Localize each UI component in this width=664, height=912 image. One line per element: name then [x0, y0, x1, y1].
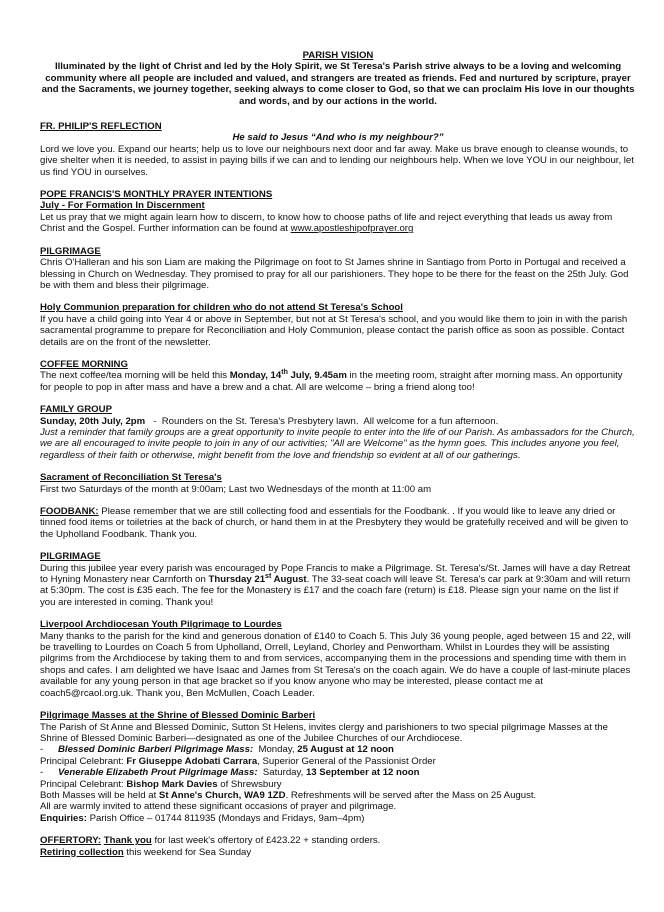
reconciliation-body: First two Saturdays of the month at 9:00am; Last two Wednesdays of the month at 11:00 am	[40, 483, 432, 495]
pilgrimage2-body	[40, 563, 636, 609]
family-event	[40, 416, 636, 427]
reflection-body: Lord we love you. Expand our hearts; help us to love our neighbours next door and far away. Make us brave enough to cleanse wounds, to give shelter when it is needed, to assist in paying bills if we can and to lending our neighbours help. When we love YOU in our neighbour, let us find YOU in ourselves.	[40, 143, 634, 178]
coffee-date	[230, 370, 347, 381]
coffee-post: in the meeting room, straight after morning mass. An opportunity for people to pop in after mass and have a brew and a chat. All are welcome – bring a friend along too!	[40, 370, 623, 393]
venue-name: St Anne's Church, WA9 1ZD	[158, 789, 286, 801]
coffee-date-text: Monday, 14	[229, 370, 282, 382]
coffee-heading: COFFEE MORNING	[40, 358, 128, 370]
parish-vision	[40, 50, 636, 107]
mass1-line	[40, 744, 636, 755]
mass2-celebrant	[40, 779, 636, 790]
pilgrimage-heading: PILGRIMAGE	[40, 245, 101, 257]
mass1-cel-label: Principal Celebrant:	[40, 755, 127, 767]
mass1-cel-post: , Superior General of the Passionist Order	[257, 755, 436, 767]
family-heading: FAMILY GROUP	[40, 404, 112, 416]
reconciliation-section	[40, 472, 636, 495]
communion-section	[40, 302, 636, 348]
lourdes-body: Many thanks to the parish for the kind and generous donation of £140 to Coach 5. This July 36 young people, aged between 15 and 22, will be travelling to Lourdes on Coach 5 from Upholland, Orrell, Leyland, Chorley and Penwortham. Whilst in Lourdes they will be assisting pilgrims from the Archdiocese by taking them to and from services, accompanying them in the processions and spending time with them in shops and cafes. I am delighted we have Isaac and James from St Teresa's on the coach again. We do have a couple of last-minute places available for any young person in that age bracket so if you know anyone who may be interested, please contact me at coach5@rcaol.org.uk. Thank you, Ben McMullen, Coach Leader.	[40, 630, 631, 699]
communion-body: If you have a child going into Year 4 or above in September, but not at St Teresa's school, and you would like them to join in with the parish sacramental programme to prepare for Reconciliation and Holy Communion, please contact the parish office as soon as possible. Contact details are on the front of the newsletter.	[40, 313, 628, 348]
enquiries-label: Enquiries:	[40, 812, 87, 824]
prayer-subheading: July - For Formation In Discernment	[40, 200, 205, 212]
offertory-heading: OFFERTORY:	[40, 835, 102, 847]
foodbank-heading: FOODBANK:	[40, 506, 99, 517]
mass1-cel-name: Fr Giuseppe Adobati Carrara	[126, 755, 258, 767]
vision-title: PARISH VISION	[302, 50, 374, 61]
reflection-heading: FR. PHILIP'S REFLECTION	[40, 121, 162, 133]
mass2-day: Saturday,	[257, 767, 306, 779]
reflection-quote: He said to Jesus “And who is my neighbour?”	[232, 132, 444, 144]
mass2-cel-name: Bishop Mark Davies	[126, 778, 218, 790]
lourdes-section	[40, 619, 636, 699]
mass2-line	[40, 767, 636, 778]
family-when: Sunday, 20th July, 2pm	[40, 415, 146, 427]
vision-text: Illuminated by the light of Christ and led by the Holy Spirit, we St Teresa's Parish strive always to be a loving and welcoming community where all people are included and valued, and strangers are treated as friends. Fed and nurtured by scripture, prayer and the Sacraments, we journey together, seeking always to come closer to God, so that we can proclaim His love in our thoughts and words, and by our actions in the world.	[41, 61, 635, 107]
pilgrimage-santiago-section	[40, 246, 636, 292]
foodbank-section	[40, 506, 636, 540]
masses-heading: Pilgrimage Masses at the Shrine of Blessed Dominic Barberi	[40, 710, 316, 722]
pilgrimage2-heading: PILGRIMAGE	[40, 551, 101, 563]
enquiries-text: Parish Office – 01744 811935 (Mondays and Fridays, 9am–4pm)	[86, 812, 365, 824]
pilgrimage2-post: . The 33-seat coach will leave St. Teresa's car park at 9:30am and will return at 5:30pm. The cost is £35 each. The fee for the Monastery is £17 and the coach fare (return) is £18. Please sign your name on the list if you are interested in coming. Thank you!	[40, 574, 631, 608]
masses-venue	[40, 790, 636, 801]
prayer-section	[40, 189, 636, 235]
pilgrimage2-date-text: Thursday 21	[208, 574, 266, 586]
mass2-dash: -	[40, 767, 44, 779]
coffee-pre: The next coffee/tea morning will be held this	[40, 370, 230, 382]
mass1-when: 25 August at 12 noon	[297, 744, 394, 756]
foodbank-body	[40, 506, 636, 540]
pilgrimage-body: Chris O'Halleran and his son Liam are making the Pilgrimage on foot to St James shrine in Santiago from Porto in Portugal and received a blessing in Church on Wednesday. They promised to pray for all our parishioners. They hope to be there for the feast on the 25th July. God be with them and bless their pilgrimage.	[40, 257, 629, 291]
offertory-line	[40, 835, 636, 846]
venue-post: . Refreshments will be served after the Mass on 25 August.	[285, 789, 537, 801]
coffee-section	[40, 359, 636, 393]
family-what: - Rounders on the St. Teresa's Presbytery lawn. All welcome for a fun afternoon.	[145, 415, 499, 427]
coffee-time: July, 9.45am	[287, 370, 347, 382]
reflection-section	[40, 121, 636, 178]
venue-pre: Both Masses will be held at	[40, 789, 159, 801]
pilgrimage2-date	[209, 574, 307, 585]
mass2-cel-post: of Shrewsbury	[217, 778, 282, 790]
lourdes-heading: Liverpool Archdiocesan Youth Pilgrimage to Lourdes	[40, 619, 282, 631]
offertory-thanks: Thank you	[103, 835, 152, 847]
mass2-cel-label: Principal Celebrant:	[40, 778, 127, 790]
mass1-name: Blessed Dominic Barberi Pilgrimage Mass:	[58, 744, 254, 756]
masses-section	[40, 710, 636, 824]
family-note: Just a reminder that family groups are a great opportunity to invite people to enter into the life of our Parish. As ambassadors for the Church, we are all encouraged to invite people to join in any of our activities; "All are Welcome" as the hymn goes. This includes anyone you feel, regardless of their faith or otherwise, might benefit from the love and friendship so evident at all of our gatherings.	[40, 426, 635, 461]
reconciliation-heading: Sacrament of Reconciliation St Teresa's	[40, 472, 222, 484]
mass1-celebrant	[40, 756, 636, 767]
pilgrimage2-date-sup: st	[265, 572, 272, 580]
mass1-dash: -	[40, 744, 44, 756]
mass2-when: 13 September at 12 noon	[305, 767, 420, 779]
prayer-heading: POPE FRANCIS'S MONTHLY PRAYER INTENTIONS	[40, 189, 273, 201]
coffee-date-sup: th	[281, 369, 288, 377]
pilgrimage-hyning-section	[40, 551, 636, 608]
offertory-section	[40, 835, 636, 858]
retiring-text: this weekend for Sea Sunday	[123, 846, 252, 858]
masses-intro: The Parish of St Anne and Blessed Dominic, Sutton St Helens, invites clergy and parishioners to two special pilgrimage Masses at the Shrine of Blessed Dominic Barberi—designated as one of the Jubilee Churches of our Archdiocese.	[40, 721, 608, 744]
masses-invite: All are warmly invited to attend these significant occasions of prayer and pilgrimage.	[40, 801, 397, 813]
retiring-label: Retiring collection	[40, 846, 124, 858]
masses-enquiries	[40, 813, 636, 824]
foodbank-text: Please remember that we are still collecting food and essentials for the Foodbank. . If you would like to leave any dried or tinned food items or toiletries at the back of church, or hand them in at the Presbytery they would be gratefully received and will be given to the Upholland Foodbank. Thank you.	[40, 506, 629, 540]
mass1-day: Monday,	[253, 744, 298, 756]
pilgrimage2-month: August	[271, 574, 307, 586]
prayer-text: Let us pray that we might again learn how to discern, to know how to choose paths of life and reject everything that leads us away from Christ and the Gospel. Further information can be found at	[40, 211, 613, 235]
communion-heading: Holy Communion preparation for children who do not attend St Teresa's School	[40, 302, 403, 314]
pilgrimage2-pre: During this jubilee year every parish was encouraged by Pope Francis to make a Pilgrimage. St. Teresa's/St. James will have a day Retreat to Hyning Monastery near Carnforth on	[40, 562, 631, 586]
coffee-body	[40, 370, 636, 393]
prayer-body	[40, 212, 636, 235]
retiring-line	[40, 847, 636, 858]
mass2-name: Venerable Elizabeth Prout Pilgrimage Mass:	[58, 767, 258, 779]
family-section	[40, 404, 636, 461]
offertory-body: for last week's offertory of £423.22 + standing orders.	[151, 835, 381, 847]
prayer-link[interactable]: www.apostleshipofprayer.org	[290, 223, 414, 235]
